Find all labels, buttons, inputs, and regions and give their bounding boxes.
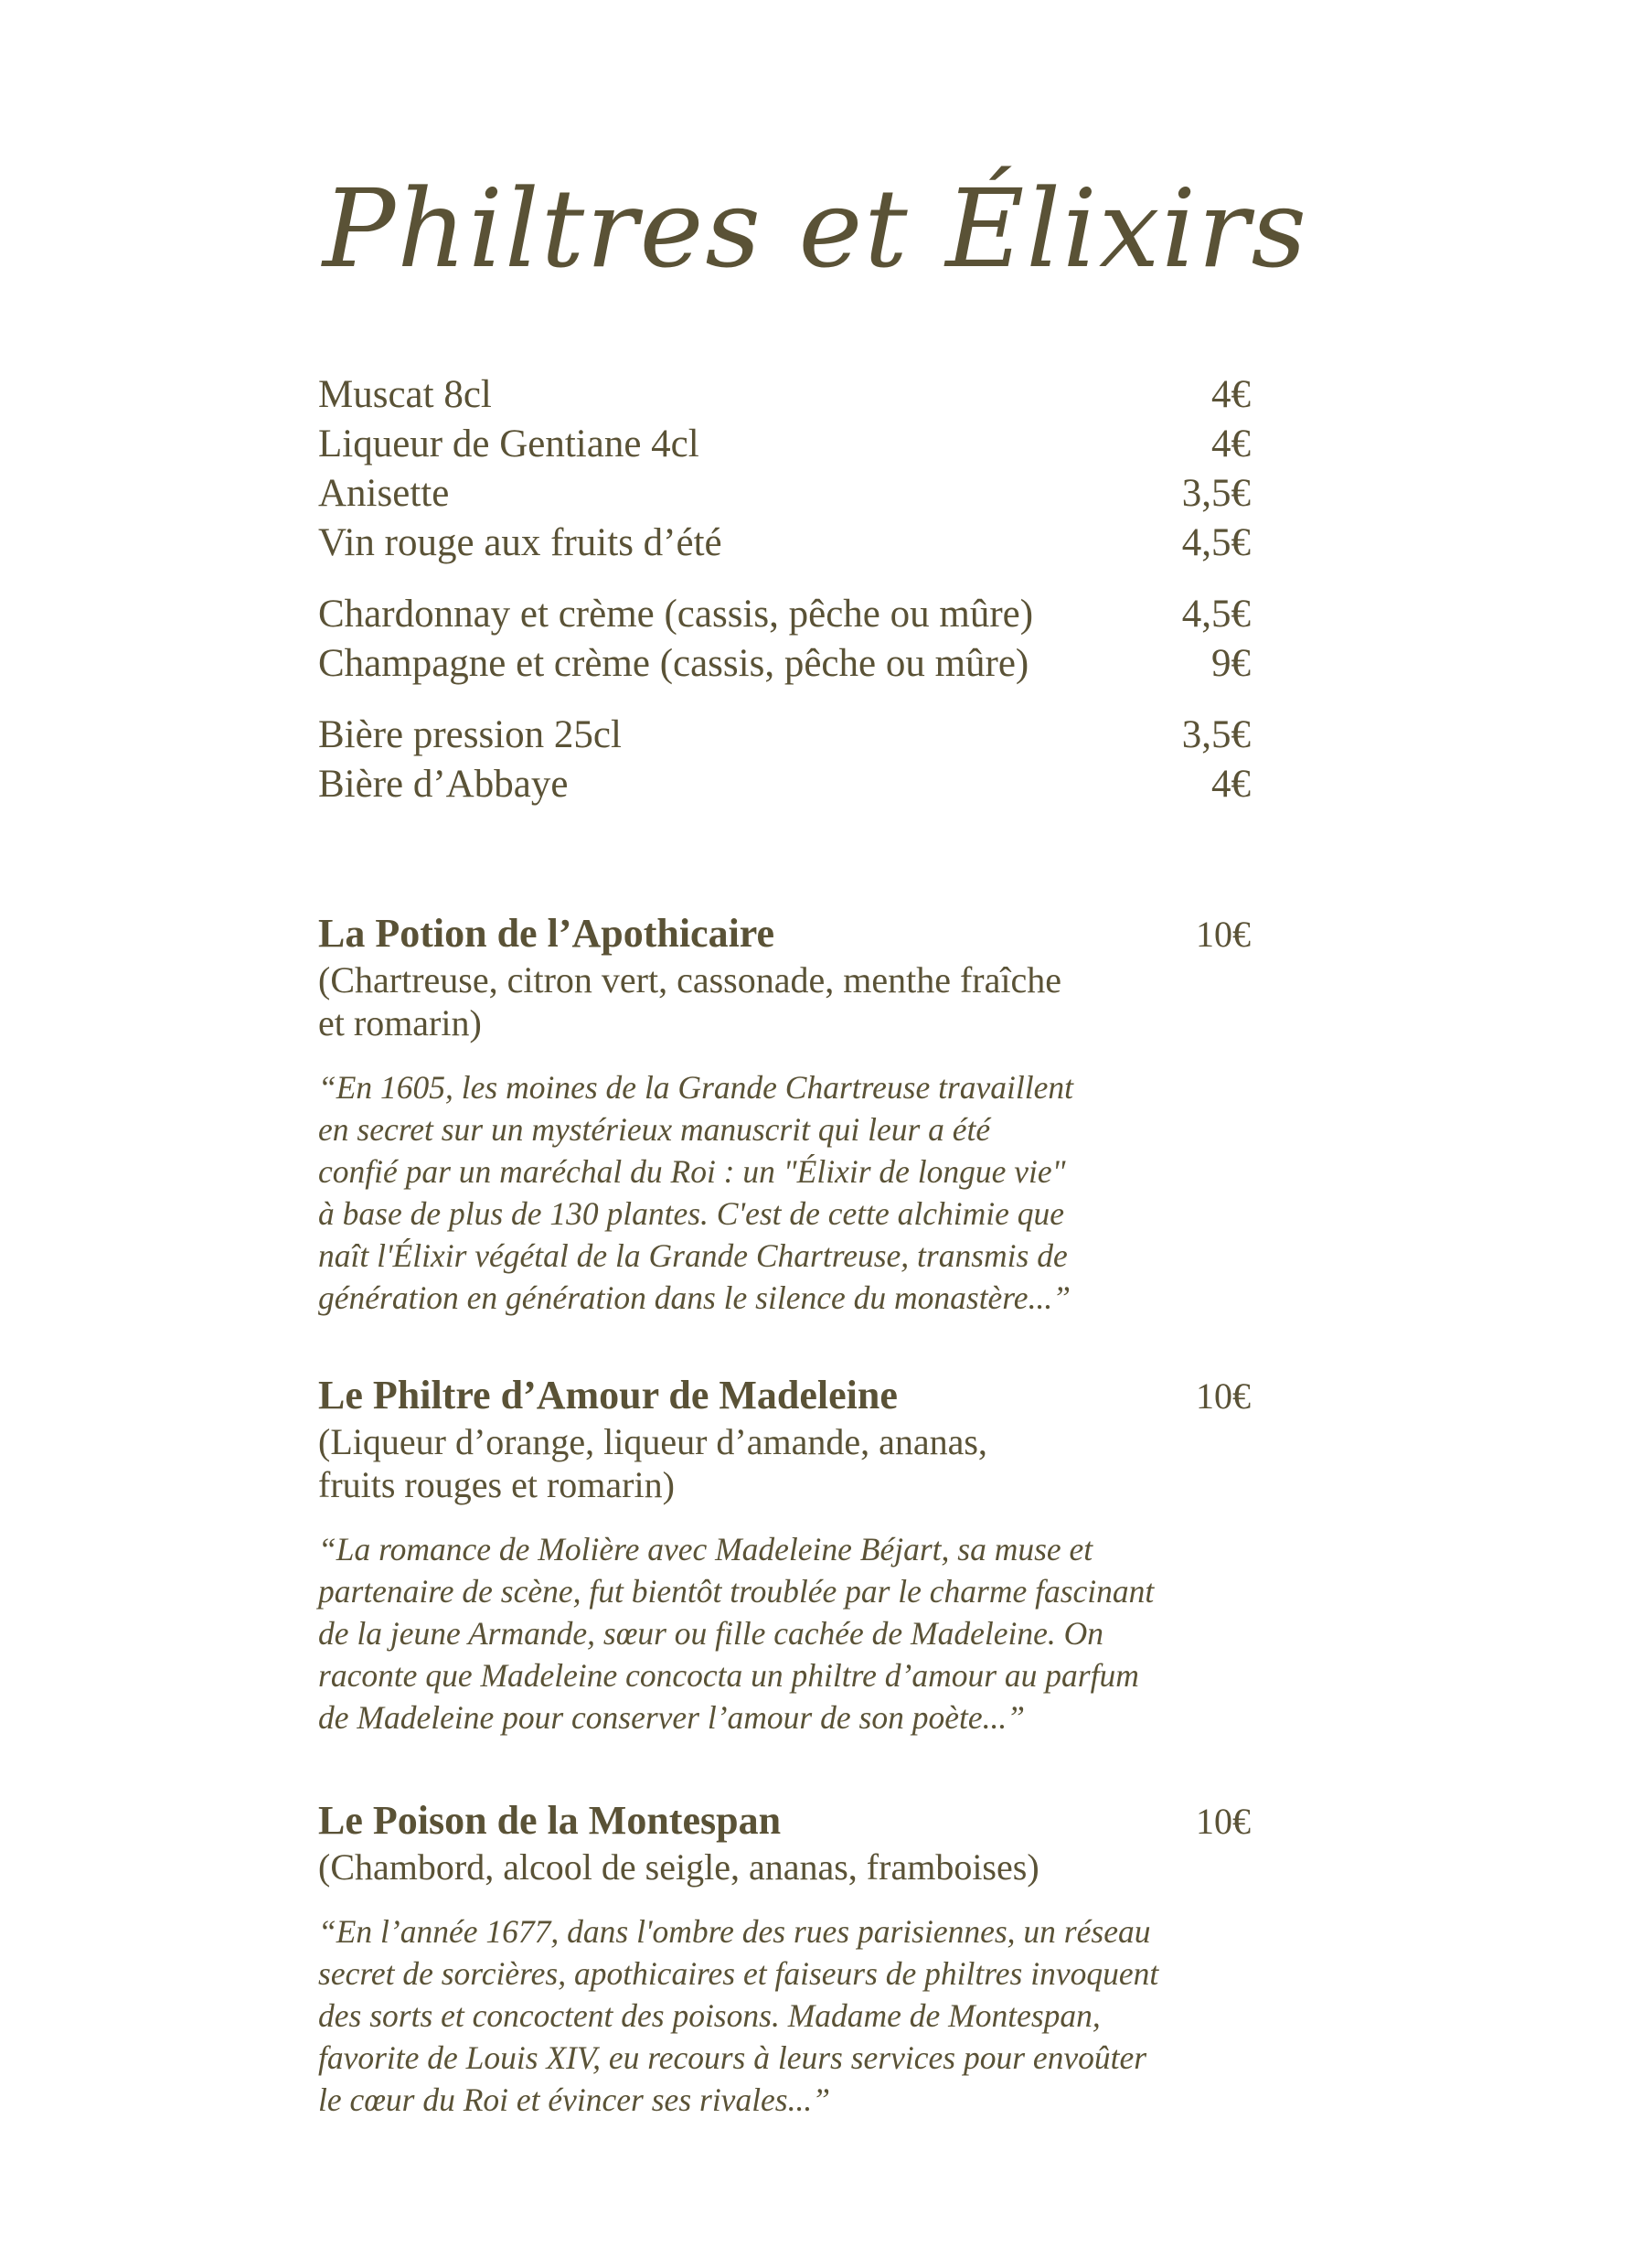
item-name: Bière pression 25cl bbox=[318, 713, 622, 756]
item-name: Champagne et crème (cassis, pêche ou mûre) bbox=[318, 642, 1029, 685]
cocktail-ingredients bbox=[318, 1420, 1196, 1506]
cocktail-name: Le Poison de la Montespan bbox=[318, 1798, 782, 1843]
item-name: Bière d’Abbaye bbox=[318, 763, 569, 806]
item-price: 4€ bbox=[1211, 423, 1251, 465]
story-line: naît l'Élixir végétal de la Grande Chartreuse, transmis de bbox=[318, 1237, 1068, 1274]
story-line: à base de plus de 130 plantes. C'est de cette alchimie que bbox=[318, 1195, 1065, 1232]
story-line: “En 1605, les moines de la Grande Chartreuse travaillent bbox=[318, 1069, 1073, 1106]
ingredients-line: et romarin) bbox=[318, 1002, 482, 1043]
story-line: de Madeleine pour conserver l’amour de son poète...” bbox=[318, 1699, 1025, 1736]
ingredients-line: (Chambord, alcool de seigle, ananas, framboises) bbox=[318, 1846, 1039, 1888]
menu-item bbox=[318, 469, 1251, 519]
story-line: raconte que Madeleine concocta un philtre d’amour au parfum bbox=[318, 1657, 1139, 1694]
story-line: génération en génération dans le silence du monastère...” bbox=[318, 1279, 1071, 1316]
cocktail-story bbox=[318, 1528, 1296, 1738]
item-name: Anisette bbox=[318, 472, 450, 515]
menu-item bbox=[318, 370, 1251, 420]
menu-item bbox=[318, 590, 1251, 639]
menu-item bbox=[318, 760, 1251, 809]
cocktail-header bbox=[318, 910, 1251, 958]
item-price: 3,5€ bbox=[1181, 472, 1251, 515]
story-line: “La romance de Molière avec Madeleine Béjart, sa muse et bbox=[318, 1531, 1093, 1567]
cocktail-header bbox=[318, 1372, 1251, 1420]
page-title: Philtres et Élixirs bbox=[322, 166, 1309, 292]
cocktail-ingredients bbox=[318, 958, 1196, 1044]
cocktail-ingredients bbox=[318, 1845, 1196, 1888]
menu-item bbox=[318, 420, 1251, 469]
price-list bbox=[318, 370, 1251, 831]
menu-item bbox=[318, 639, 1251, 689]
ingredients-line: (Liqueur d’orange, liqueur d’amande, ananas, bbox=[318, 1421, 987, 1462]
story-line: favorite de Louis XIV, eu recours à leurs services pour envoûter bbox=[318, 2039, 1147, 2076]
item-price: 4,5€ bbox=[1181, 521, 1251, 564]
cocktail-section bbox=[318, 1372, 1296, 1738]
cocktail-story bbox=[318, 1066, 1296, 1319]
story-line: “En l’année 1677, dans l'ombre des rues parisiennes, un réseau bbox=[318, 1913, 1151, 1950]
item-price: 4€ bbox=[1211, 373, 1251, 416]
item-price: 4€ bbox=[1211, 763, 1251, 806]
cocktail-section bbox=[318, 1797, 1296, 2121]
cocktail-name: La Potion de l’Apothicaire bbox=[318, 911, 775, 956]
price-group bbox=[318, 711, 1251, 809]
item-name: Chardonnay et crème (cassis, pêche ou mûre) bbox=[318, 593, 1034, 636]
menu-item bbox=[318, 711, 1251, 760]
story-line: de la jeune Armande, sœur ou fille cachée de Madeleine. On bbox=[318, 1615, 1104, 1652]
item-name: Vin rouge aux fruits d’été bbox=[318, 521, 722, 564]
story-line: confié par un maréchal du Roi : un "Élixir de longue vie" bbox=[318, 1153, 1066, 1190]
cocktail-section bbox=[318, 910, 1296, 1319]
price-group bbox=[318, 590, 1251, 689]
ingredients-line: fruits rouges et romarin) bbox=[318, 1464, 675, 1505]
cocktail-price: 10€ bbox=[1196, 914, 1251, 955]
story-line: le cœur du Roi et évincer ses rivales...” bbox=[318, 2081, 830, 2118]
cocktail-header bbox=[318, 1797, 1251, 1845]
item-name: Liqueur de Gentiane 4cl bbox=[318, 423, 699, 465]
price-group bbox=[318, 370, 1251, 568]
cocktail-story bbox=[318, 1910, 1296, 2121]
story-line: en secret sur un mystérieux manuscrit qui leur a été bbox=[318, 1111, 991, 1148]
story-line: secret de sorcières, apothicaires et faiseurs de philtres invoquent bbox=[318, 1955, 1159, 1992]
story-line: des sorts et concoctent des poisons. Madame de Montespan, bbox=[318, 1997, 1101, 2034]
cocktail-price: 10€ bbox=[1196, 1801, 1251, 1842]
item-name: Muscat 8cl bbox=[318, 373, 492, 416]
ingredients-line: (Chartreuse, citron vert, cassonade, menthe fraîche bbox=[318, 959, 1061, 1000]
story-line: partenaire de scène, fut bientôt troublée par le charme fascinant bbox=[318, 1573, 1155, 1610]
item-price: 4,5€ bbox=[1181, 593, 1251, 636]
menu-item bbox=[318, 519, 1251, 568]
item-price: 3,5€ bbox=[1181, 713, 1251, 756]
cocktail-name: Le Philtre d’Amour de Madeleine bbox=[318, 1373, 898, 1418]
cocktail-price: 10€ bbox=[1196, 1375, 1251, 1417]
item-price: 9€ bbox=[1211, 642, 1251, 685]
